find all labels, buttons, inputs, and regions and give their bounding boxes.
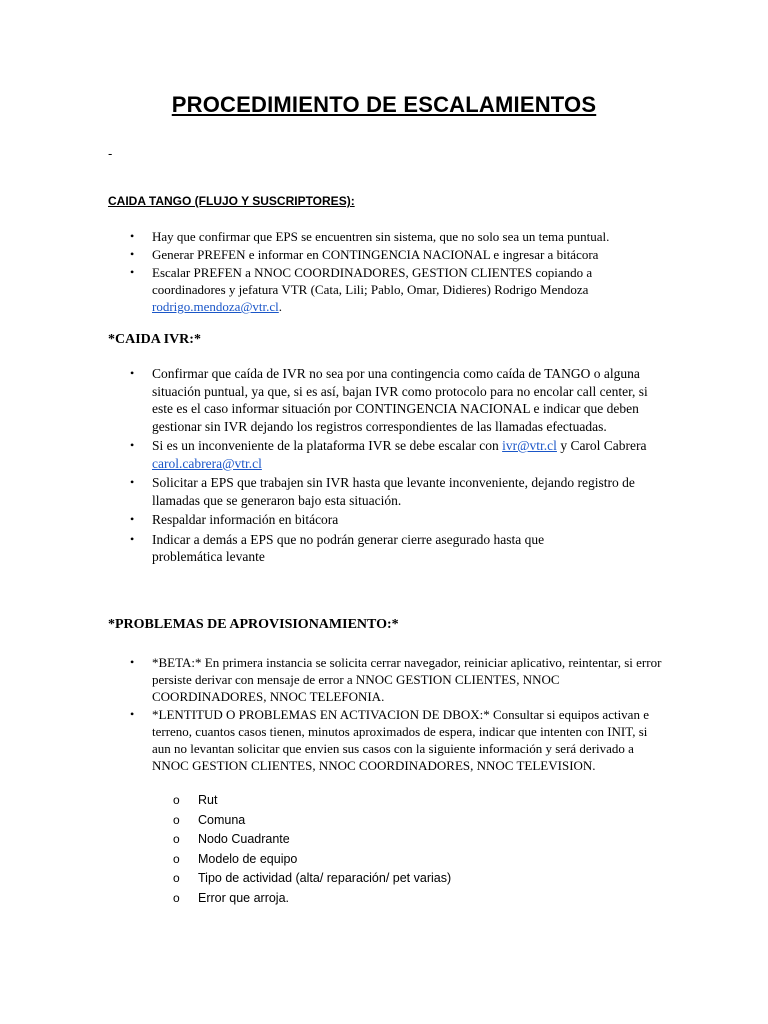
list-item: • *LENTITUD O PROBLEMAS EN ACTIVACION DE DBOX:* Consultar si equipos activan e terreno, cuantos casos tienen, minutos aproximados de espera, indicar que intenten con INIT, si aun no levantan solicitar que envien sus casos con la siguiente información y será derivado a NNOC GESTION CLIENTES, NNOC COORDINADORES, NNOC TELEVISION. — [130, 707, 649, 773]
list-item: • Confirmar que caída de IVR no sea por una contingencia como caída de TANGO o alguna situación puntual, ya que, si es así, bajan IVR como protocolo para no encolar call center, si este es el caso informar situación por CONTINGENCIA NACIONAL e indicar que deben gestionar sin IVR dejando los registros correspondientes de las llamadas efectuadas. — [130, 366, 648, 434]
circle-bullet-icon: o — [173, 793, 180, 807]
bullet-icon: • — [130, 366, 135, 380]
email-link-ivr[interactable]: ivr@vtr.cl — [502, 438, 557, 453]
list-item: • Si es un inconveniente de la plataforma IVR se debe escalar con ivr@vtr.cl y Carol Cabrera carol.cabrera@vtr.cl — [130, 438, 647, 471]
list-item: o Comuna — [0, 811, 768, 831]
list-item: o Tipo de actividad (alta/ reparación/ pet varias) — [0, 869, 768, 889]
list-item: • Hay que confirmar que EPS se encuentren sin sistema, que no solo sea un tema puntual. — [130, 229, 610, 244]
circle-bullet-icon: o — [173, 832, 180, 846]
circle-bullet-icon: o — [173, 812, 180, 827]
list-item: o Error que arroja. — [0, 889, 768, 909]
required-info-list — [0, 791, 768, 908]
bullet-icon: • — [130, 531, 135, 546]
bullet-icon: • — [130, 247, 135, 261]
list-item: o Nodo Cuadrante — [0, 830, 768, 850]
list-item: o Modelo de equipo — [0, 850, 768, 870]
bullet-icon: • — [130, 438, 135, 452]
section-heading-caida-ivr: *CAIDA IVR:* — [108, 332, 201, 347]
list-item: • Generar PREFEN e informar en CONTINGENCIA NACIONAL e ingresar a bitácora — [130, 247, 599, 262]
list-item: o Rut — [0, 791, 768, 811]
aprovisionamiento-list — [0, 654, 768, 774]
dash-mark: - — [108, 146, 113, 161]
circle-bullet-icon: o — [173, 890, 180, 905]
bullet-icon: • — [130, 229, 135, 243]
list-item: • Solicitar a EPS que trabajen sin IVR hasta que levante inconveniente, dejando registro de llamadas que se generaron bajo esta situación. — [130, 475, 635, 508]
bullet-icon: • — [130, 265, 135, 279]
list-item: • Escalar PREFEN a NNOC COORDINADORES, GESTION CLIENTES copiando a coordinadores y jefatura VTR (Cata, Lili; Pablo, Omar, Didieres) Rodrigo Mendoza rodrigo.mendoza@vtr.cl. — [130, 265, 593, 314]
email-link-rodrigo[interactable]: rodrigo.mendoza@vtr.cl — [152, 299, 279, 314]
circle-bullet-icon: o — [173, 871, 180, 885]
circle-bullet-icon: o — [173, 851, 180, 866]
caida-tango-list — [0, 228, 768, 315]
bullet-icon: • — [130, 707, 135, 721]
section-heading-aprovisionamiento: *PROBLEMAS DE APROVISIONAMIENTO:* — [108, 617, 399, 632]
list-item: • *BETA:* En primera instancia se solicita cerrar navegador, reiniciar aplicativo, reintentar, si error persiste derivar con mensaje de error a NNOC GESTION CLIENTES, NNOC COORDINADORES, NNOC TELEFONIA. — [130, 655, 662, 704]
page-title: PROCEDIMIENTO DE ESCALAMIENTOS — [171, 92, 597, 117]
bullet-icon: • — [130, 512, 135, 526]
list-item: • Indicar a demás a EPS que no podrán generar cierre asegurado hasta que problemática levante — [130, 531, 545, 564]
bullet-icon: • — [130, 655, 135, 669]
list-item: • Respaldar información en bitácora — [130, 512, 339, 527]
caida-ivr-list — [0, 365, 768, 566]
bullet-icon: • — [130, 475, 135, 489]
email-link-carol[interactable]: carol.cabrera@vtr.cl — [152, 455, 262, 471]
section-heading-caida-tango: CAIDA TANGO (FLUJO Y SUSCRIPTORES): — [108, 194, 355, 208]
